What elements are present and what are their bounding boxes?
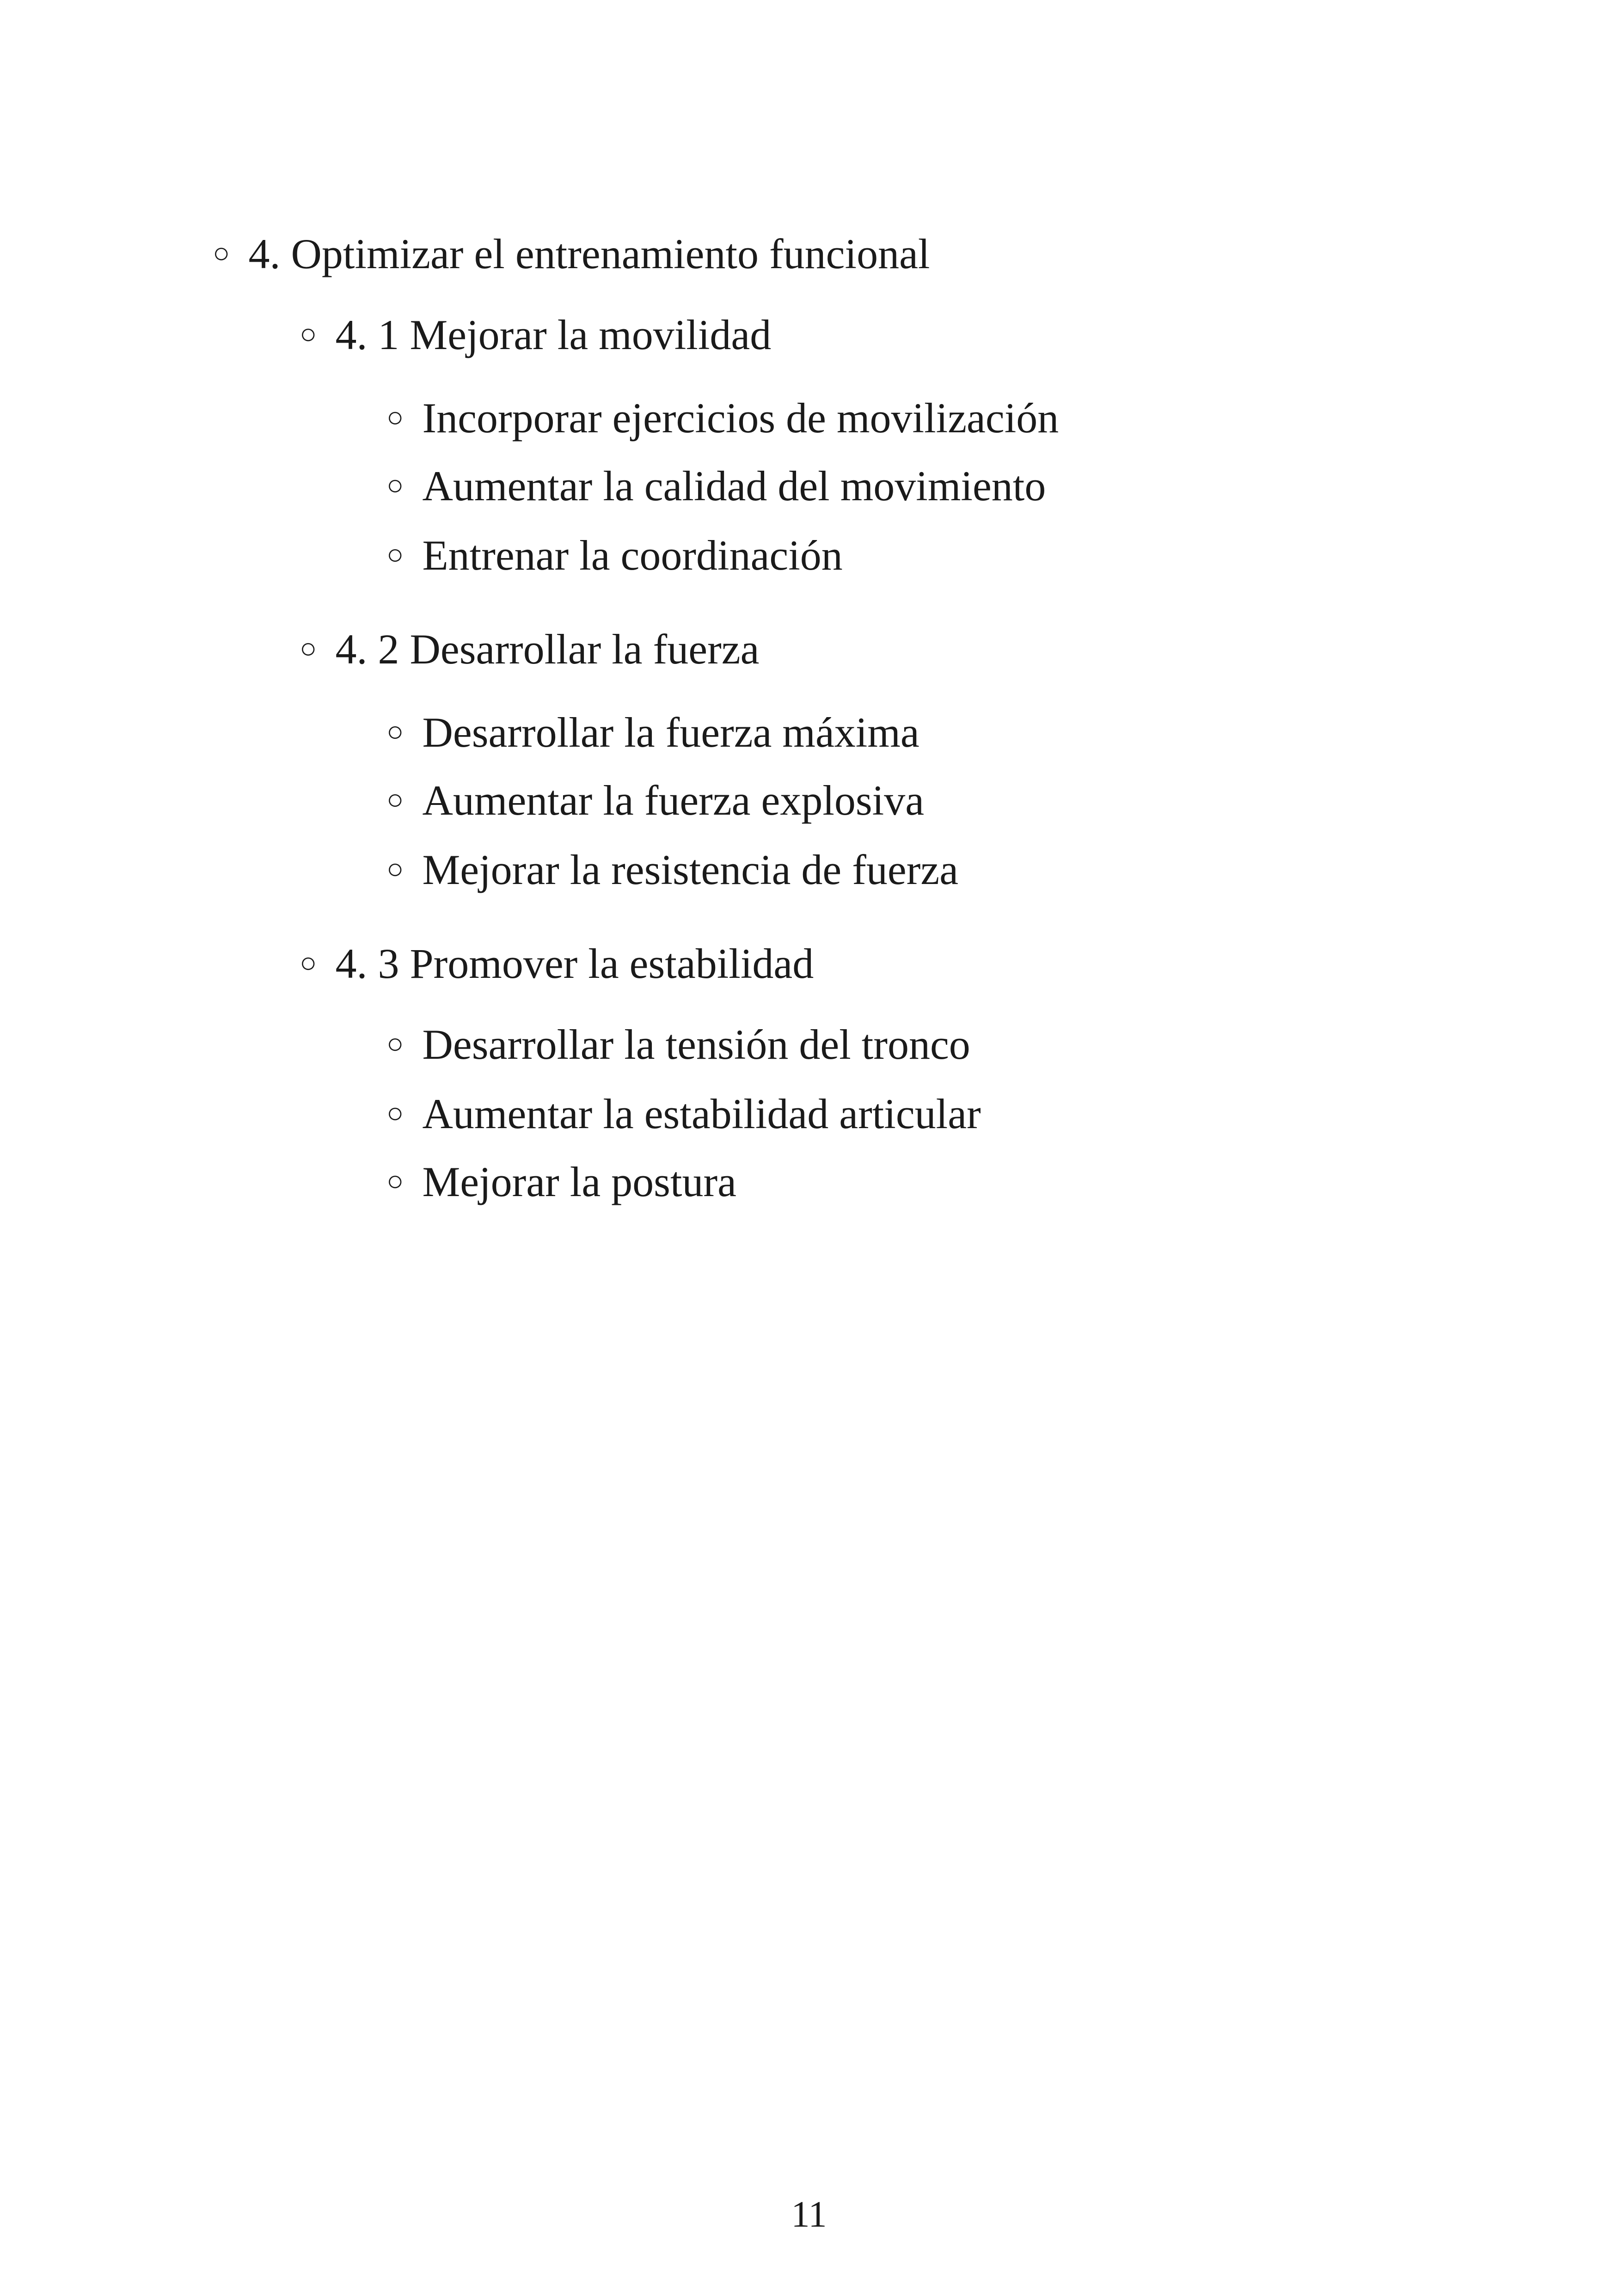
list-item [386, 779, 924, 822]
outline-heading-text: 4. Optimizar el entrenamiento funcional [248, 230, 930, 277]
section-title-text: 4. 2 Desarrollar la fuerza [335, 626, 760, 673]
list-item [386, 1023, 970, 1066]
section-title [300, 313, 771, 356]
section-title [300, 942, 814, 985]
list-item-text: Mejorar la postura [422, 1158, 736, 1205]
list-item-text: Aumentar la estabilidad articular [422, 1090, 981, 1137]
bullet-icon: ○ [386, 853, 404, 885]
list-item [386, 848, 958, 891]
bullet-icon: ○ [386, 1028, 404, 1060]
list-item-text: Entrenar la coordinación [422, 532, 843, 579]
list-item [386, 1090, 981, 1137]
bullet-icon: ○ [386, 402, 404, 433]
section-title-text: 4. 3 Promover la estabilidad [335, 940, 814, 987]
bullet-icon: ○ [300, 633, 317, 664]
list-item [386, 1160, 736, 1203]
bullet-icon: ○ [300, 319, 317, 350]
list-item-text: Desarrollar la tensión del tronco [422, 1021, 970, 1068]
list-item-text: Incorporar ejercicios de movilización [422, 394, 1059, 442]
outline-heading [213, 230, 930, 277]
bullet-icon: ○ [386, 716, 404, 748]
section-title-text: 4. 1 Mejorar la movilidad [335, 311, 772, 358]
bullet-icon: ○ [386, 1166, 404, 1197]
bullet-icon: ○ [386, 784, 404, 816]
bullet-icon: ○ [213, 238, 230, 269]
page-number: 11 [791, 2194, 827, 2235]
list-item [386, 711, 919, 754]
bullet-icon: ○ [386, 1098, 404, 1129]
list-item-text: Aumentar la fuerza explosiva [422, 777, 925, 824]
list-item-text: Desarrollar la fuerza máxima [422, 709, 919, 756]
bullet-icon: ○ [386, 470, 404, 501]
list-item-text: Aumentar la calidad del movimiento [422, 462, 1046, 510]
list-item [386, 462, 1046, 510]
bullet-icon: ○ [300, 947, 317, 979]
section-title [300, 626, 760, 673]
list-item [386, 534, 843, 577]
bullet-icon: ○ [386, 539, 404, 571]
list-item-text: Mejorar la resistencia de fuerza [422, 846, 959, 893]
list-item [386, 394, 1059, 442]
